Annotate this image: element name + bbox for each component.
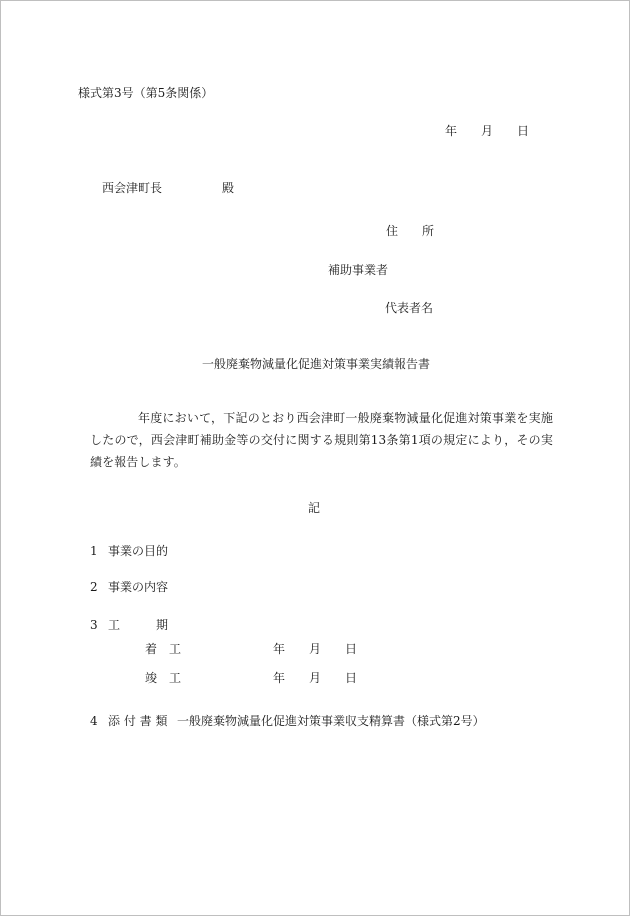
report-body-text: 年度において，下記のとおり西会津町一般廃棄物減量化促進対策事業を実施したので，西会津町補助金等の交付に関する規則第13条第1項の規定により，その実績を報告します。: [90, 411, 553, 469]
completion-date: 年 月 日: [273, 671, 358, 685]
start-date: 年 月 日: [273, 642, 358, 656]
business-operator-label: 補助事業者: [328, 263, 389, 277]
form-number: 様式第3号（第5条関係）: [78, 86, 214, 100]
representative-label: 代表者名: [385, 301, 434, 315]
item-1-label: 事業の目的: [108, 544, 169, 558]
submission-date: 年 月 日: [445, 124, 530, 138]
item-2-label: 事業の内容: [108, 580, 169, 594]
item-3-number: 3: [90, 618, 98, 632]
addressee: 西会津町長 殿: [102, 181, 235, 195]
attachment-label: 添 付 書 類: [108, 714, 168, 728]
item-1-number: 1: [90, 544, 98, 558]
ki-heading: 記: [308, 501, 321, 515]
address-label: 住 所: [386, 224, 435, 238]
item-2-number: 2: [90, 580, 98, 594]
item-4-number: 4: [90, 714, 98, 728]
completion-label: 竣 工: [145, 671, 182, 685]
start-label: 着 工: [145, 642, 182, 656]
attachment-value: 一般廃棄物減量化促進対策事業収支精算書（様式第2号）: [177, 714, 485, 728]
document-title: 一般廃棄物減量化促進対策事業実績報告書: [202, 357, 431, 371]
item-3-label: 工 期: [108, 618, 169, 632]
